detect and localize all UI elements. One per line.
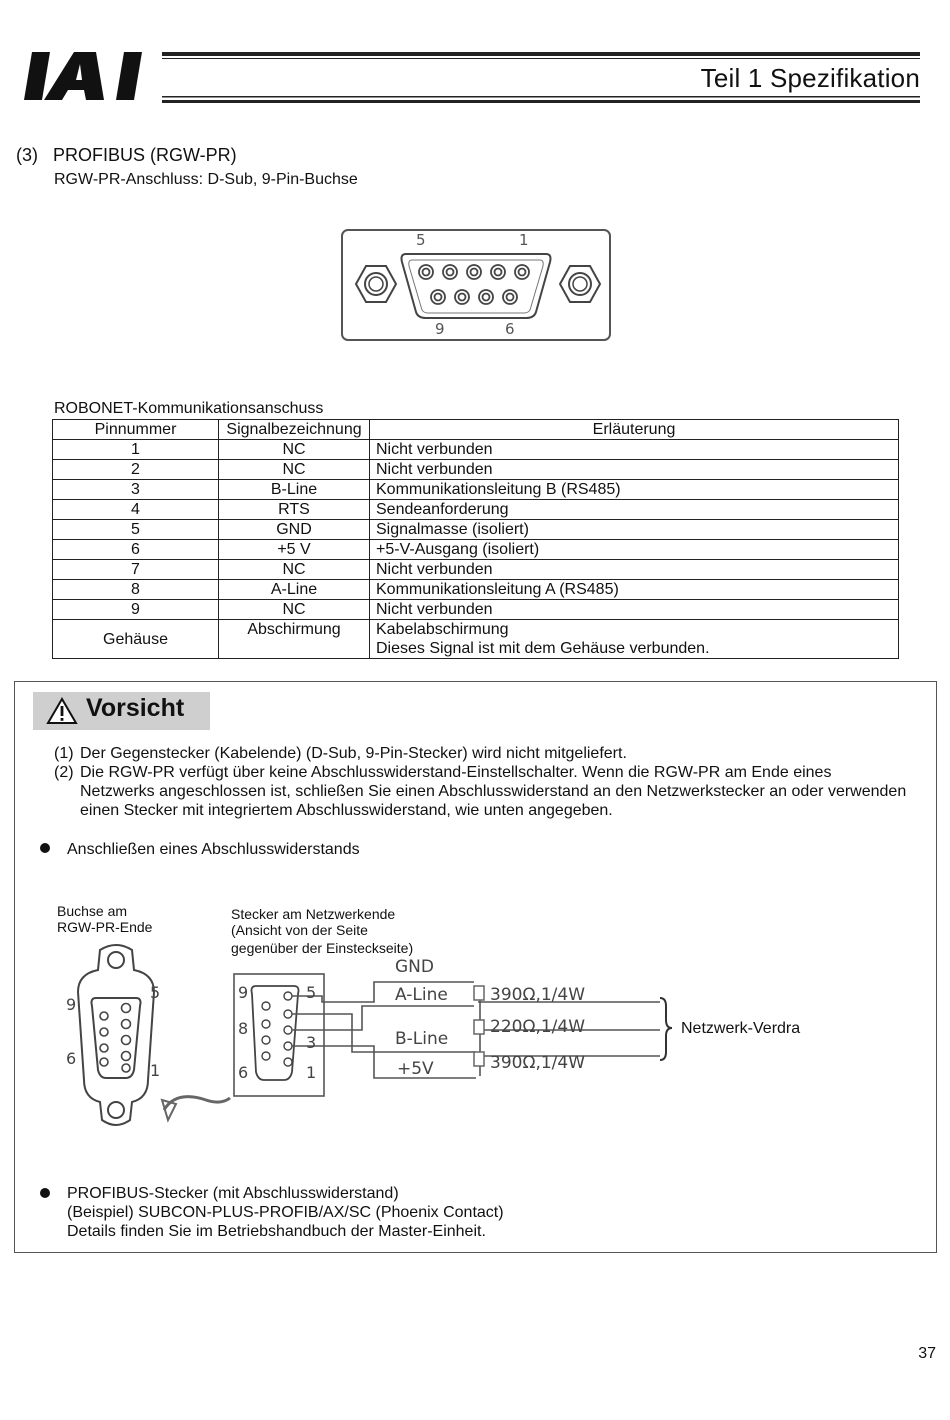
cell-pin: 6 <box>53 540 219 560</box>
cell-desc <box>370 620 899 659</box>
cell-desc: Nicht verbunden <box>370 600 899 620</box>
cell-pin: 2 <box>53 460 219 480</box>
column-header: Signalbezeichnung <box>219 420 370 440</box>
label-plus5v: +5V <box>397 1059 434 1079</box>
cell-pin: 7 <box>53 560 219 580</box>
label-gnd: GND <box>395 957 434 977</box>
cell-signal: NC <box>219 600 370 620</box>
cell-pin: Gehäuse <box>53 620 219 659</box>
label-pin1: 1 <box>306 1063 317 1082</box>
cell-pin: 5 <box>53 520 219 540</box>
section-title: (3) PROFIBUS (RGW-PR) <box>16 145 237 165</box>
label-pin6: 6 <box>238 1063 249 1082</box>
table-row <box>53 480 899 500</box>
cell-signal: GND <box>219 520 370 540</box>
note-2-line: Netzwerks angeschlossen ist, schließen Sie einen Abschlusswiderstand an den Netzwerkstecker an oder verwenden <box>80 783 907 800</box>
label-b-line: B-Line <box>395 1029 449 1049</box>
caution-title: Vorsicht <box>86 694 185 722</box>
column-header: Pinnummer <box>53 420 219 440</box>
bullet-text: (Beispiel) SUBCON-PLUS-PROFIB/AX/SC (Phoenix Contact) <box>67 1204 504 1221</box>
table-row <box>53 440 899 460</box>
cell-desc: Kommunikationsleitung B (RS485) <box>370 480 899 500</box>
note-2-line: einen Stecker mit integriertem Abschlusswiderstand, wie unten angegeben. <box>80 802 613 819</box>
label-network: Netzwerk-Verdra <box>681 1020 801 1037</box>
label-a-line: A-Line <box>395 985 448 1005</box>
cell-pin: 3 <box>53 480 219 500</box>
bullet-text: Anschließen eines Abschlusswiderstands <box>67 841 360 858</box>
cell-signal: NC <box>219 560 370 580</box>
table-row <box>53 560 899 580</box>
label-pin9: 9 <box>238 983 249 1002</box>
diagram-label: Buchse am <box>57 903 128 919</box>
bullet-text: PROFIBUS-Stecker (mit Abschlusswiderstand) <box>67 1185 399 1202</box>
table-row <box>53 460 899 480</box>
connector-label-5: 5 <box>416 231 426 249</box>
diagram-label: RGW-PR-Ende <box>57 919 153 935</box>
diagram-label: gegenüber der Einsteckseite) <box>231 940 414 956</box>
cell-signal: RTS <box>219 500 370 520</box>
table-row <box>53 500 899 520</box>
cell-pin: 4 <box>53 500 219 520</box>
label-pin5: 5 <box>150 983 161 1002</box>
cell-desc-line: Dieses Signal ist mit dem Gehäuse verbunden. <box>376 640 710 657</box>
cell-desc: Sendeanforderung <box>370 500 899 520</box>
cell-signal: A-Line <box>219 580 370 600</box>
note-2-line: Die RGW-PR verfügt über keine Abschlusswiderstand-Einstellschalter. Wenn die RGW-PR am Ende eines <box>80 764 832 781</box>
diagram-label: (Ansicht von der Seite <box>231 922 368 938</box>
cell-pin: 8 <box>53 580 219 600</box>
label-pin8: 8 <box>238 1019 249 1038</box>
label-pin9: 9 <box>66 995 77 1014</box>
pin-table <box>52 419 899 659</box>
cell-pin: 1 <box>53 440 219 460</box>
diagram-label: Stecker am Netzwerkende <box>231 906 396 922</box>
iai-logo <box>24 48 164 104</box>
note-1: Der Gegenstecker (Kabelende) (D-Sub, 9-Pin-Stecker) wird nicht mitgeliefert. <box>80 745 627 762</box>
cell-desc: Nicht verbunden <box>370 560 899 580</box>
label-pin6: 6 <box>66 1049 77 1068</box>
label-pin3: 3 <box>306 1033 317 1052</box>
cell-desc: Kommunikationsleitung A (RS485) <box>370 580 899 600</box>
bullet-text: Details finden Sie im Betriebshandbuch der Master-Einheit. <box>67 1223 486 1240</box>
table-row <box>53 540 899 560</box>
label-pin1: 1 <box>150 1061 161 1080</box>
connector-label-9: 9 <box>435 320 445 338</box>
warning-icon <box>46 697 78 725</box>
cell-desc: Nicht verbunden <box>370 440 899 460</box>
cell-signal: Abschirmung <box>219 620 370 659</box>
label-pin5: 5 <box>306 983 317 1002</box>
page-number: 37 <box>918 1345 936 1362</box>
cell-desc-line: Kabelabschirmung <box>376 621 509 638</box>
table-caption: ROBONET-Kommunikationsanschuss <box>54 400 324 417</box>
cell-signal: +5 V <box>219 540 370 560</box>
cell-signal: NC <box>219 440 370 460</box>
table-row <box>53 600 899 620</box>
label-r2: 220Ω,1/4W <box>490 1017 586 1037</box>
table-row <box>53 580 899 600</box>
note-1-number: (1) <box>54 745 74 762</box>
cell-signal: B-Line <box>219 480 370 500</box>
label-r3: 390Ω,1/4W <box>490 1053 586 1073</box>
header-title: Teil 1 Spezifikation <box>700 63 920 93</box>
label-r1: 390Ω,1/4W <box>490 985 586 1005</box>
cell-signal: NC <box>219 460 370 480</box>
cell-desc: +5-V-Ausgang (isoliert) <box>370 540 899 560</box>
connector-label-6: 6 <box>505 320 515 338</box>
cell-desc: Nicht verbunden <box>370 460 899 480</box>
column-header: Erläuterung <box>370 420 899 440</box>
section-subtitle: RGW-PR-Anschluss: D-Sub, 9-Pin-Buchse <box>54 171 358 188</box>
cell-desc: Signalmasse (isoliert) <box>370 520 899 540</box>
connector-label-1: 1 <box>519 231 529 249</box>
bullet-dot <box>40 1188 50 1198</box>
termination-diagram <box>56 940 676 1130</box>
bullet-dot <box>40 843 50 853</box>
table-row <box>53 520 899 540</box>
table-header-row <box>53 420 899 440</box>
note-2-number: (2) <box>54 764 74 781</box>
dsub-connector-diagram <box>338 226 614 344</box>
table-row-housing <box>53 620 899 659</box>
cell-pin: 9 <box>53 600 219 620</box>
